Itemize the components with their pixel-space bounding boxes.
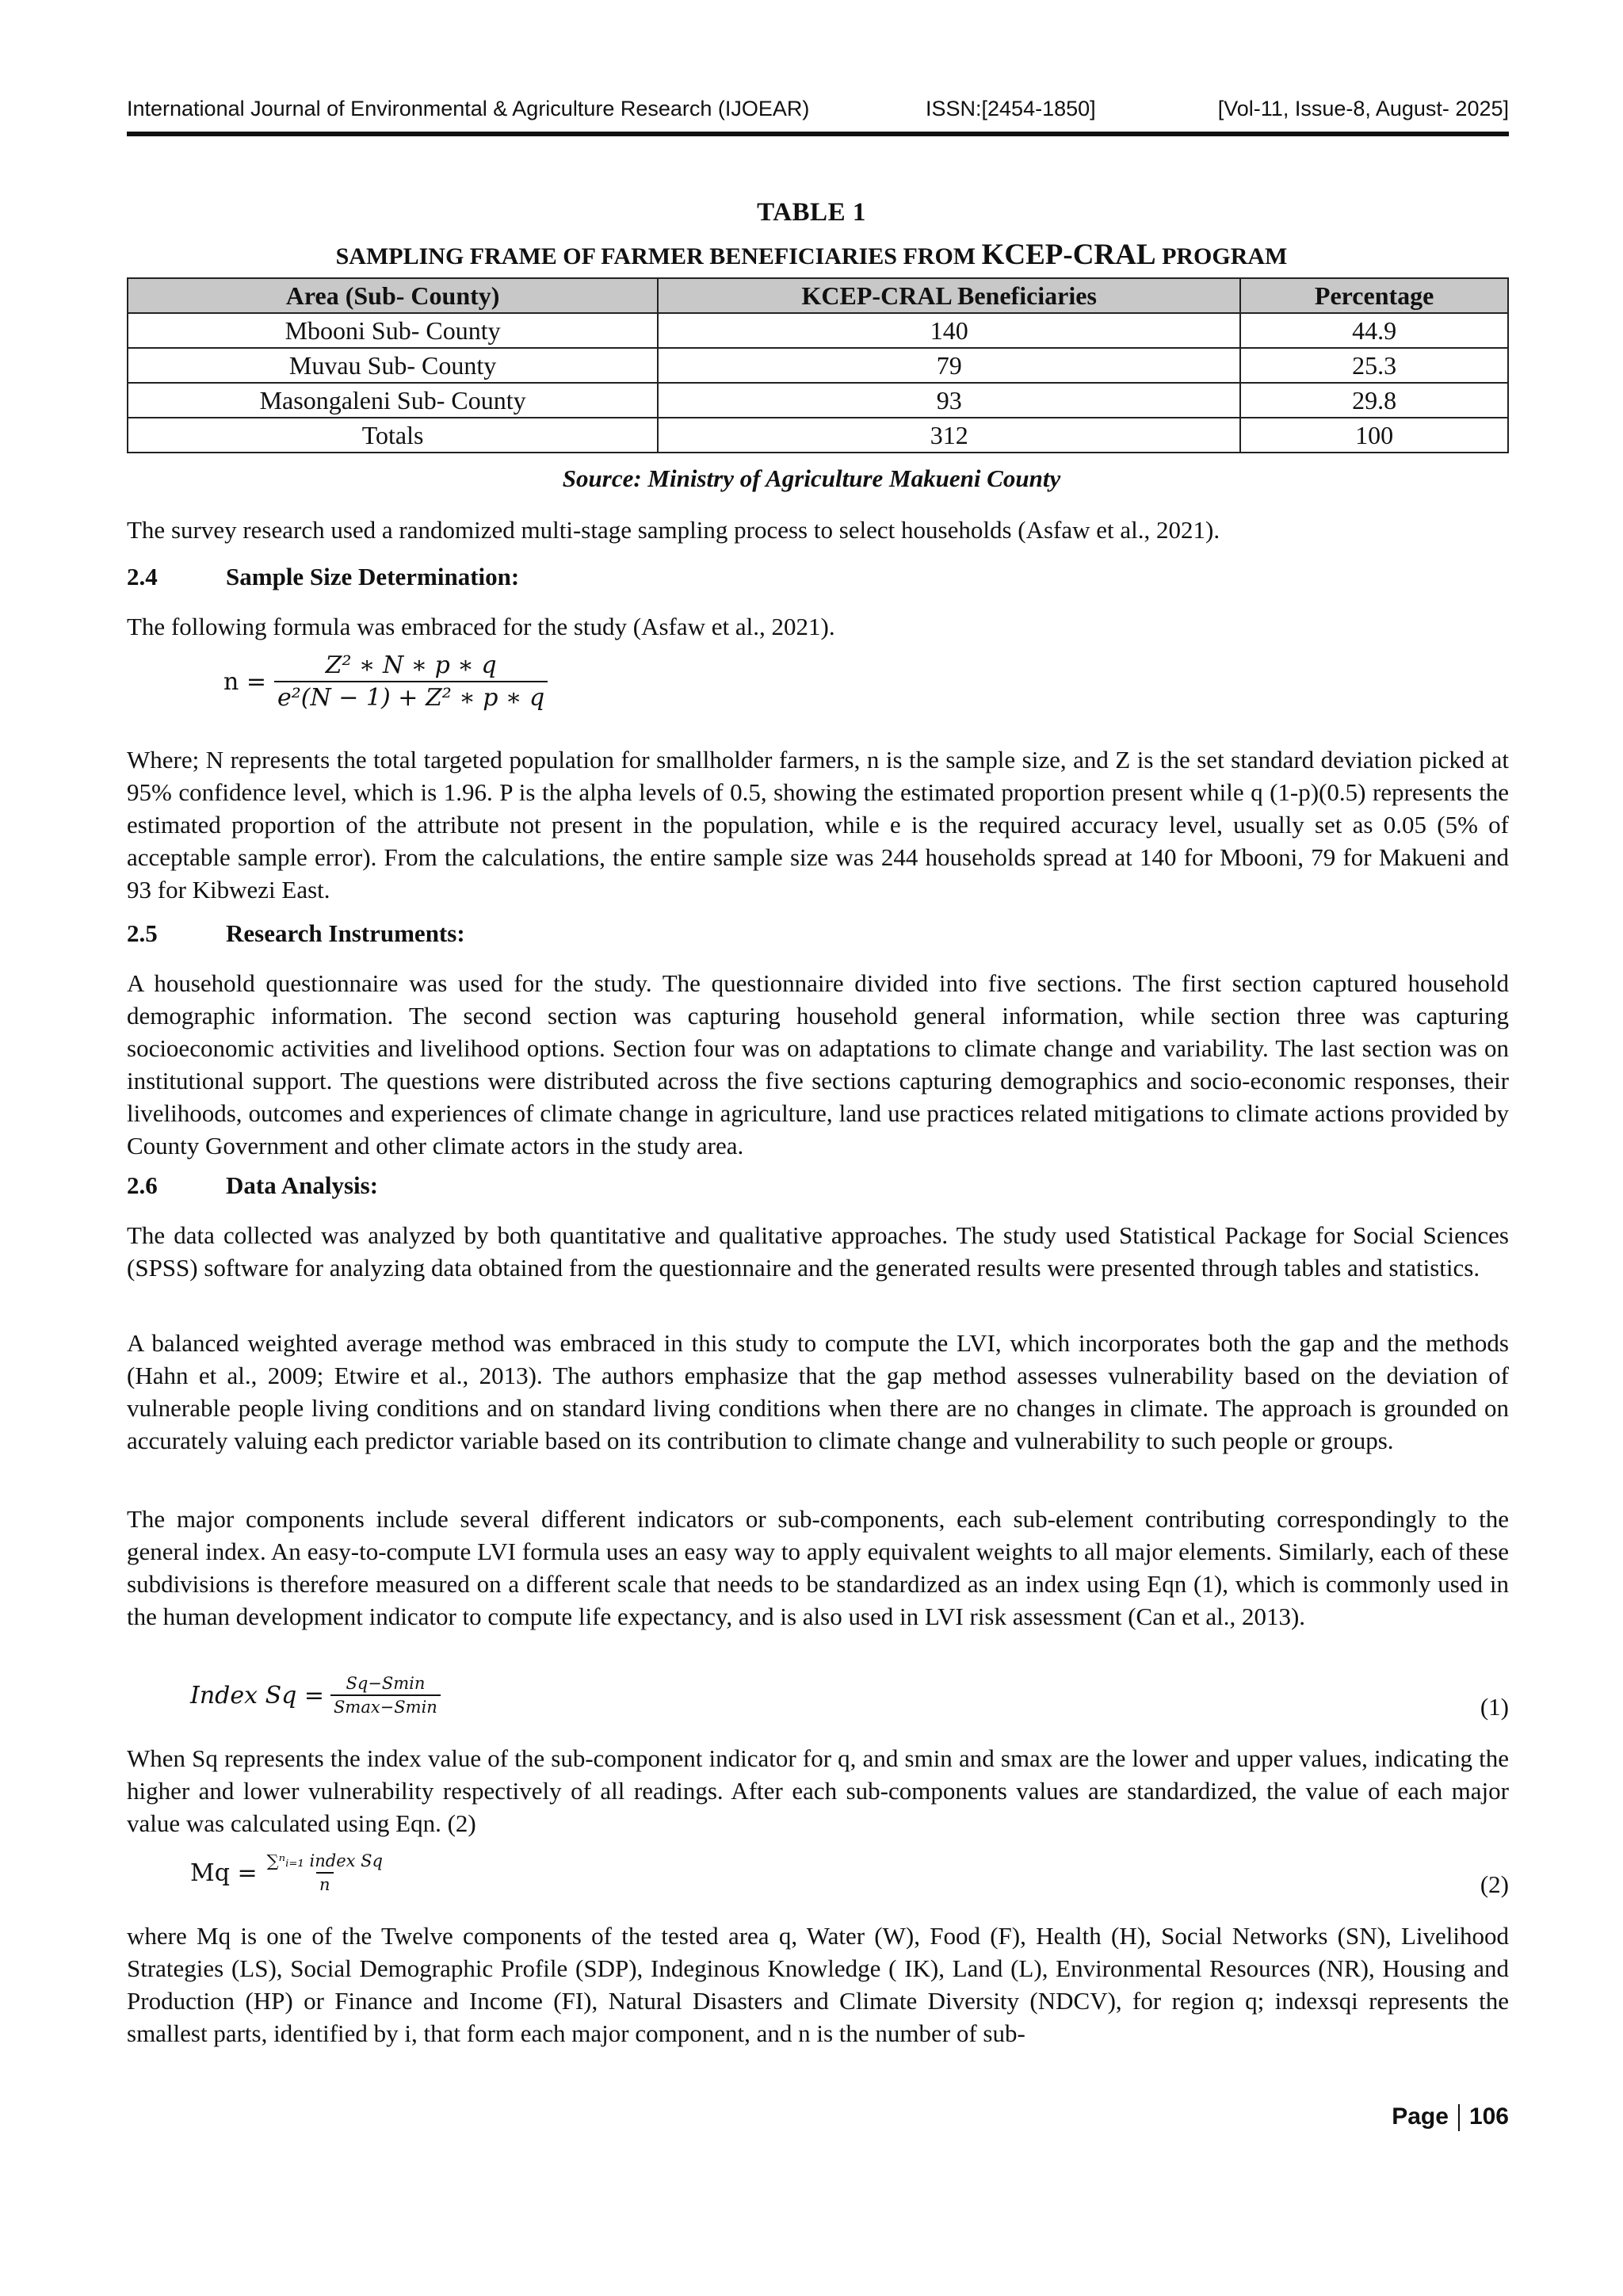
formula-lhs: n = bbox=[223, 667, 266, 696]
table-header-row bbox=[128, 278, 1508, 313]
table-cell: 93 bbox=[658, 383, 1240, 418]
table-cell: 29.8 bbox=[1240, 383, 1508, 418]
equation-2-numerator: ∑ⁿᵢ₌₁ index Sq bbox=[266, 1851, 383, 1870]
equation-2 bbox=[190, 1851, 386, 1894]
section-number: 2.6 bbox=[127, 1171, 158, 1199]
table-title bbox=[0, 238, 1623, 272]
section-title: Data Analysis: bbox=[226, 1171, 379, 1199]
paragraph-analysis-2: A balanced weighted average method was embraced in this study to compute the LVI, which incorporates both the gap and the methods (Hahn et al., 2009; Etwire et al., 2013). The authors emphasize that the gap method assesses vulnerability based on the deviation of vulnerable people living conditions and on standard living conditions when there are no changes in climate. The approach is grounded on accurately valuing each predictor variable based on its contribution to climate change and vulnerability to such people or groups. bbox=[127, 1329, 1509, 1454]
section-heading-2-5 bbox=[127, 919, 465, 948]
sample-size-formula bbox=[223, 651, 548, 712]
volume-info: [Vol-11, Issue-8, August- 2025] bbox=[1217, 97, 1509, 120]
column-header: KCEP-CRAL Beneficiaries bbox=[658, 278, 1240, 313]
equation-2-fraction bbox=[264, 1851, 386, 1894]
table-row bbox=[128, 348, 1508, 383]
page-label: Page bbox=[1392, 2103, 1449, 2130]
paragraph-when: When Sq represents the index value of the sub-component indicator for q, and smin and smax are the lower and upper values, indicating the higher and lower vulnerability respectively of all readings. After each sub-components values are standardized, the value of each major value was calculated using Eqn. (2) bbox=[127, 1744, 1509, 1837]
paragraph-survey: The survey research used a randomized multi-stage sampling process to select households (Asfaw et al., 2021). bbox=[127, 516, 1220, 544]
equation-2-lhs: Mq = bbox=[190, 1859, 258, 1887]
equation-1-fraction bbox=[330, 1674, 441, 1717]
paragraph-formula-intro: The following formula was embraced for the study (Asfaw et al., 2021). bbox=[127, 613, 835, 640]
table-title-pre: SAMPLING FRAME OF FARMER BENEFICIARIES FROM bbox=[335, 243, 982, 269]
paragraph-instruments: A household questionnaire was used for the study. The questionnaire divided into five sections. The first section captured household demographic information. The second section was capturing household general information, while section three was capturing socioeconomic activities and livelihood options. Section four was on adaptations to climate change and variability. The last section was on institutional support. The questions were distributed across the five sections capturing demographics and socio-economic responses, their livelihoods, outcomes and experiences of climate change in agriculture, land use practices related mitigations to climate actions provided by County Government and other climate actors in the study area. bbox=[127, 969, 1509, 1159]
section-heading-2-4 bbox=[127, 563, 519, 591]
table-cell: 312 bbox=[658, 418, 1240, 453]
table-label: TABLE 1 bbox=[757, 198, 866, 227]
table-cell: 100 bbox=[1240, 418, 1508, 453]
formula-denominator: e²(N − 1) + Z² ∗ p ∗ q bbox=[274, 681, 548, 712]
table-cell: Mbooni Sub- County bbox=[128, 313, 658, 348]
column-header: Percentage bbox=[1240, 278, 1508, 313]
paragraph-where-2: where Mq is one of the Twelve components of the tested area q, Water (W), Food (F), Health (H), Social Networks (SN), Livelihood Strategies (LS), Social Demographic Profile (SDP), Indeginous Knowledge ( IK), Land (L), Environmental Resources (NR), Housing and Production (HP) or Finance and Income (FI), Natural Disasters and Climate Diversity (NDCV), for region q; indexsqi represents the smallest parts, identified by i, that form each major component, and n is the number of sub- bbox=[127, 1922, 1509, 2047]
section-title: Research Instruments: bbox=[226, 919, 465, 947]
table-row bbox=[128, 383, 1508, 418]
column-header: Area (Sub- County) bbox=[128, 278, 658, 313]
footer-divider bbox=[1458, 2104, 1460, 2131]
formula-numerator: Z² ∗ N ∗ p ∗ q bbox=[325, 651, 497, 679]
running-header bbox=[127, 94, 1509, 136]
table-cell: Muvau Sub- County bbox=[128, 348, 658, 383]
paragraph-where: Where; N represents the total targeted population for smallholder farmers, n is the sample size, and Z is the set standard deviation picked at 95% confidence level, which is 1.96. P is the alpha levels of 0.5, showing the estimated proportion present while q (1-p)(0.5) represents the estimated proportion of the attribute not present in the population, while e is the required accuracy level, usually set as 0.05 (5% of acceptable sample error). From the calculations, the entire sample size was 244 households spread at 140 for Mbooni, 79 for Makueni and 93 for Kibwezi East. bbox=[127, 746, 1509, 904]
journal-name: International Journal of Environmental & Agriculture Research (IJOEAR) bbox=[127, 97, 810, 120]
paragraph-analysis-1: The data collected was analyzed by both quantitative and qualitative approaches. The study used Statistical Package for Social Sciences (SPSS) software for analyzing data obtained from the questionnaire and the generated results were presented through tables and statistics. bbox=[127, 1221, 1509, 1282]
table-row bbox=[128, 313, 1508, 348]
equation-1-numerator: Sq−Smin bbox=[346, 1674, 426, 1693]
equation-2-denominator: n bbox=[316, 1872, 334, 1894]
table-cell: Totals bbox=[128, 418, 658, 453]
paragraph-analysis-3: The major components include several different indicators or sub-components, each sub-element contributing correspondingly to the general index. An easy-to-compute LVI formula uses an easy way to apply equivalent weights to all major elements. Similarly, each of these subdivisions is therefore measured on a different scale that needs to be standardized as an index using Eqn (1), which is commonly used in the human development indicator to compute life expectancy, and is also used in LVI risk assessment (Can et al., 2013). bbox=[127, 1505, 1509, 1630]
table-cell: 79 bbox=[658, 348, 1240, 383]
equation-1 bbox=[190, 1674, 441, 1717]
table-cell: 140 bbox=[658, 313, 1240, 348]
equation-2-number: (2) bbox=[1480, 1870, 1509, 1898]
formula-fraction bbox=[274, 651, 548, 712]
page-number: 106 bbox=[1468, 2103, 1509, 2130]
section-heading-2-6 bbox=[127, 1171, 378, 1200]
section-number: 2.5 bbox=[127, 919, 158, 947]
sampling-frame-table bbox=[127, 277, 1509, 453]
table-title-post: PROGRAM bbox=[1155, 243, 1288, 269]
section-title: Sample Size Determination: bbox=[226, 563, 520, 590]
equation-1-denominator: Smax−Smin bbox=[330, 1694, 441, 1717]
table-row-totals bbox=[128, 418, 1508, 453]
section-number: 2.4 bbox=[127, 563, 158, 590]
table-cell: Masongaleni Sub- County bbox=[128, 383, 658, 418]
equation-1-lhs: Index Sq = bbox=[190, 1681, 325, 1710]
table-source: Source: Ministry of Agriculture Makueni County bbox=[562, 464, 1061, 492]
table-cell: 25.3 bbox=[1240, 348, 1508, 383]
equation-1-number: (1) bbox=[1480, 1693, 1509, 1721]
table-title-program: KCEP-CRAL bbox=[981, 239, 1156, 271]
issn: ISSN:[2454-1850] bbox=[926, 97, 1096, 120]
table-cell: 44.9 bbox=[1240, 313, 1508, 348]
page-footer bbox=[1392, 2103, 1509, 2131]
